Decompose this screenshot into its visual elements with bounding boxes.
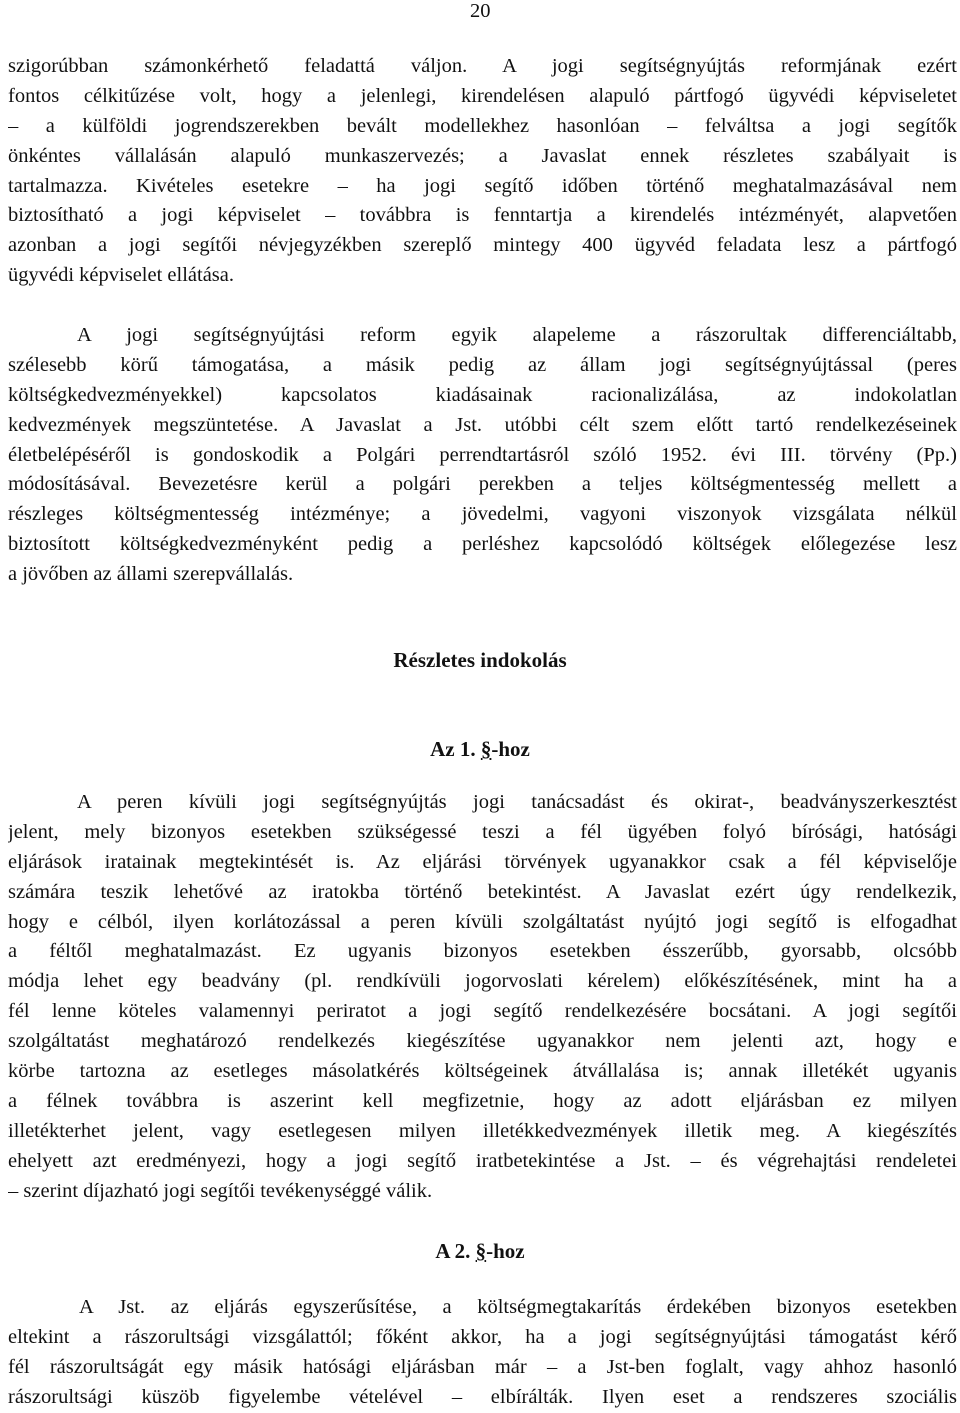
text-line: tartalmazza. Kivételes esetekre – ha jogi segítő időben történő meghatalmazásával nem xyxy=(8,174,957,197)
text-line: – a külföldi jogrendszerekben bevált modellekhez hasonlóan – felváltsa a jogi segítők xyxy=(8,114,957,137)
text-line: fél lenne köteles valamennyi periratot a jogi segítő rendelkezésére bocsátani. A jogi segítői xyxy=(8,1000,957,1023)
paragraph-3 xyxy=(8,788,957,1206)
text-line: fontos célkitűzése volt, hogy a jelenlegi, kirendelésen alapuló pártfogó ügyvédi képviseletet xyxy=(8,84,957,107)
text-line: módja lehet egy beadvány (pl. rendkívüli jogorvoslati kérelem) előkészítésének, mint ha a xyxy=(8,970,957,993)
text-line: részleges költségmentesség intézménye; a jövedelmi, vagyoni viszonyok vizsgálata nélkül xyxy=(8,503,957,526)
text-line: hogy e célból, ilyen korlátozással a peren kívüli szolgáltatást nyújtó jogi segítő is elfogadhat xyxy=(8,910,957,933)
text-line: körbe tartozna az esetleges másolatkérés költségeinek átvállalása is; annak illetékét ugyanis xyxy=(8,1060,957,1083)
section-heading-detailed-justification: Részletes indokolás xyxy=(393,648,567,672)
paragraph-1 xyxy=(8,52,957,291)
text-line: számára teszik lehetővé az iratokba történő betekintést. A Javaslat ezért úgy rendelkezik, xyxy=(8,880,957,903)
text-line: biztosítható a jogi képviselet – továbbra is fenntartja a kirendelés intézményét, alapvetően xyxy=(8,204,957,227)
text-line: szélesebb körű támogatása, a másik pedig az állam jogi segítségnyújtással (peres xyxy=(8,353,957,376)
page-number: 20 xyxy=(470,0,491,22)
text-line: szigorúbban számonkérhető feladattá váljon. A jogi segítségnyújtás reformjának ezért xyxy=(8,55,957,77)
text-line: illetékterhet jelent, vagy esetlegesen milyen illetékkedvezmények illetik meg. A kiegészítés xyxy=(8,1119,957,1142)
text-line: a félnek továbbra is aszerint kell megfizetnie, hogy az adott eljárásban ez milyen xyxy=(8,1089,957,1112)
text-line: szolgáltatást meghatározó rendelkezés kiegészítése ugyanakkor nem jelenti azt, hogy e xyxy=(8,1030,957,1053)
text-line: jelent, mely bizonyos esetekben szükségessé teszi a fél ügyében folyó bírósági, hatósági xyxy=(8,820,957,843)
heading-suffix: -hoz xyxy=(486,1239,525,1263)
text-line: A Jst. az eljárás egyszerűsítése, a költségmegtakarítás érdekében bizonyos esetekben xyxy=(79,1296,957,1318)
section-symbol: § xyxy=(475,1239,487,1263)
text-line: kedvezmények megszüntetése. A Javaslat a Jst. utóbbi célt szem előtt tartó rendelkezéseinek xyxy=(8,413,957,436)
text-line: a féltől meghatalmazást. Ez ugyanis bizonyos esetekben ésszerűbb, gyorsabb, olcsóbb xyxy=(8,940,957,963)
text-line: módosításával. Bevezetésre kerül a polgári perekben a teljes költségmentesség mellett a xyxy=(8,473,957,496)
paragraph-4 xyxy=(8,1293,957,1413)
text-line: A peren kívüli jogi segítségnyújtás jogi tanácsadást és okirat-, beadványszerkesztést xyxy=(77,791,957,813)
text-line: ügyvédi képviselet ellátása. xyxy=(8,264,234,287)
heading-prefix: A 2. xyxy=(435,1239,476,1263)
text-line: a jövőben az állami szerepvállalás. xyxy=(8,563,294,586)
text-line: ehelyett azt eredményezi, hogy a jogi segítő iratbetekintése a Jst. – és végrehajtási rendeletei xyxy=(8,1149,957,1172)
text-line: – szerint díjazható jogi segítői tevékenységgé válik. xyxy=(8,1179,433,1202)
text-line: azonban a jogi segítői névjegyzékben szereplő mintegy 400 ügyvéd feladata lesz a pártfogó xyxy=(8,234,957,257)
text-line: biztosított költségkedvezményként pedig a perléshez kapcsolódó költségek előlegezése lesz xyxy=(8,533,957,556)
heading-prefix: Az 1. xyxy=(430,737,481,761)
section-heading-paragraph-2 xyxy=(0,1238,960,1264)
text-line: költségkedvezményekkel) kapcsolatos kiadásainak racionalizálása, az indokolatlan xyxy=(8,383,957,406)
text-line: életbelépéséről is gondoskodik a Polgári perrendtartásról szóló 1952. évi III. törvény (Pp.) xyxy=(8,443,957,466)
text-line: eljárások iratainak megtekintését is. Az eljárási törvények ugyanakkor csak a fél képviselője xyxy=(8,850,957,873)
heading-suffix: -hoz xyxy=(491,737,530,761)
text-line: fél rászorultságát egy másik hatósági eljárásban már – a Jst-ben foglalt, vagy ahhoz hasonló xyxy=(8,1355,957,1378)
section-symbol: § xyxy=(480,737,492,761)
text-line: rászorultsági küszöb figyelembe vételével – elbírálták. Ilyen eset a rendszeres szociális xyxy=(8,1385,957,1408)
text-line: önkéntes vállalásán alapuló munkaszervezés; a Javaslat ennek részletes szabályait is xyxy=(8,144,957,167)
paragraph-2 xyxy=(8,321,957,590)
text-line: A jogi segítségnyújtási reform egyik alapeleme a rászorultak differenciáltabb, xyxy=(77,324,957,346)
section-heading-paragraph-1 xyxy=(0,736,960,762)
text-line: eltekint a rászorultsági vizsgálattól; főként akkor, ha a jogi segítségnyújtási támogatást kérő xyxy=(8,1325,957,1348)
